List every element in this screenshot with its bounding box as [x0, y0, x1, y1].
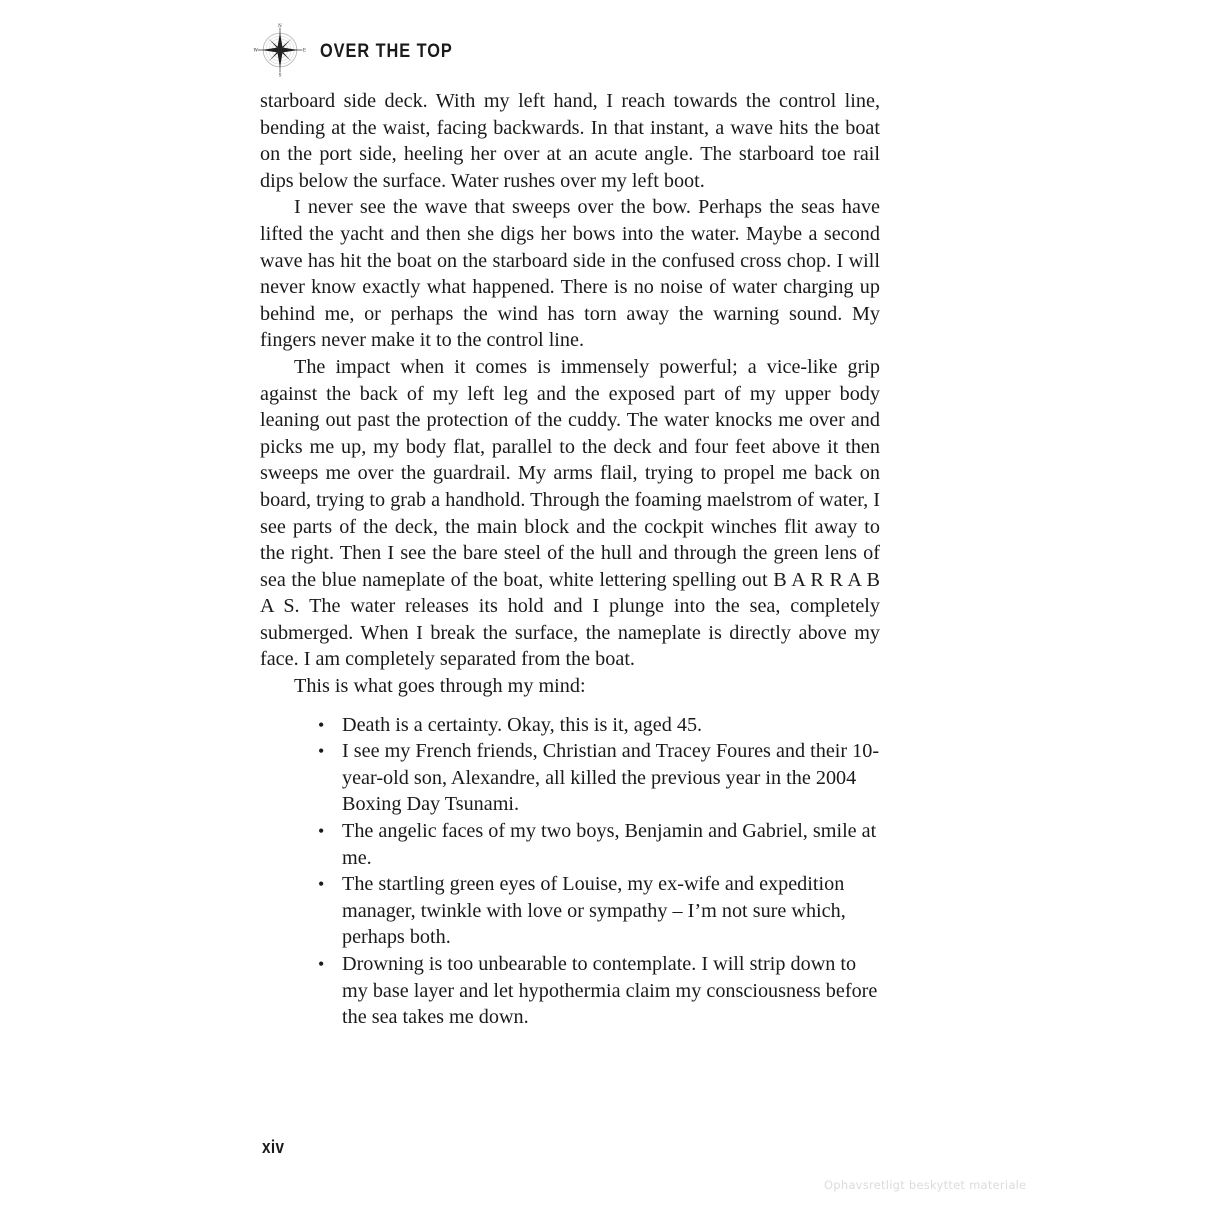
- compass-rose-icon: [252, 22, 308, 78]
- bullet-list: [260, 712, 880, 1031]
- svg-text:W: W: [253, 47, 258, 53]
- body-paragraph: I never see the wave that sweeps over the bow. Perhaps the seas have lifted the yacht and then she digs her bows into the water. Maybe a second wave has hit the boat on the starboard side in the confused cross chop. I will never know exactly what happened. There is no noise of water charging up behind me, or perhaps the wind has torn away the warning sound. My fingers never make it to the control line.: [260, 196, 880, 352]
- svg-text:S: S: [278, 72, 282, 78]
- bullet-icon: •: [318, 741, 325, 762]
- text-column: [260, 88, 880, 1031]
- svg-text:E: E: [302, 47, 306, 53]
- list-item: [260, 738, 880, 818]
- page-number: xiv: [262, 1137, 285, 1157]
- list-item-text: Death is a certainty. Okay, this is it, aged 45.: [342, 713, 703, 736]
- bullet-icon: •: [318, 874, 325, 895]
- list-item-text: The startling green eyes of Louise, my ex-wife and expedition manager, twinkle with love or sympathy – I’m not sure which, perhaps both.: [342, 873, 846, 949]
- bullet-icon: •: [318, 821, 325, 842]
- list-item-text: Drowning is too unbearable to contemplate. I will strip down to my base layer and let hypothermia claim my consciousness before the sea takes me down.: [342, 953, 878, 1029]
- list-item-text: I see my French friends, Christian and Tracey Foures and their 10-year-old son, Alexandre, all killed the previous year in the 2004 Boxing Day Tsunami.: [342, 740, 880, 816]
- body-paragraph: The impact when it comes is immensely powerful; a vice-like grip against the back of my left leg and the exposed part of my upper body leaning out past the protection of the cuddy. The water knocks me over and picks me up, my body flat, parallel to the deck and four feet above it then sweeps me over the guardrail. My arms flail, trying to propel me back on board, trying to grab a handhold. Through the foaming maelstrom of water, I see parts of the deck, the main block and the cockpit winches flit away to the right. Then I see the bare steel of the hull and through the green lens of sea the blue nameplate of the boat, white lettering spelling out B A R R A B A S. The water releases its hold and I plunge into the sea, completely submerged. When I break the surface, the nameplate is directly above my face. I am completely separated from the boat.: [260, 355, 880, 671]
- bullet-icon: •: [318, 714, 325, 735]
- list-item-text: The angelic faces of my two boys, Benjamin and Gabriel, smile at me.: [342, 820, 877, 869]
- list-item: [260, 818, 880, 871]
- copyright-watermark: Ophavsretligt beskyttet materiale: [824, 1178, 1027, 1192]
- list-lead-in: This is what goes through my mind:: [294, 675, 586, 698]
- running-head: [252, 24, 474, 76]
- svg-text:N: N: [278, 23, 282, 29]
- bullet-icon: •: [318, 954, 325, 974]
- list-item: [260, 712, 880, 739]
- list-item: [260, 951, 880, 1031]
- running-head-title: OVER THE TOP: [320, 40, 453, 62]
- body-paragraph: starboard side deck. With my left hand, I reach towards the control line, bending at the waist, facing backwards. In that instant, a wave hits the boat on the port side, heeling her over at an acute angle. The starboard toe rail dips below the surface. Water rushes over my left boot.: [260, 90, 880, 192]
- list-item: [260, 871, 880, 951]
